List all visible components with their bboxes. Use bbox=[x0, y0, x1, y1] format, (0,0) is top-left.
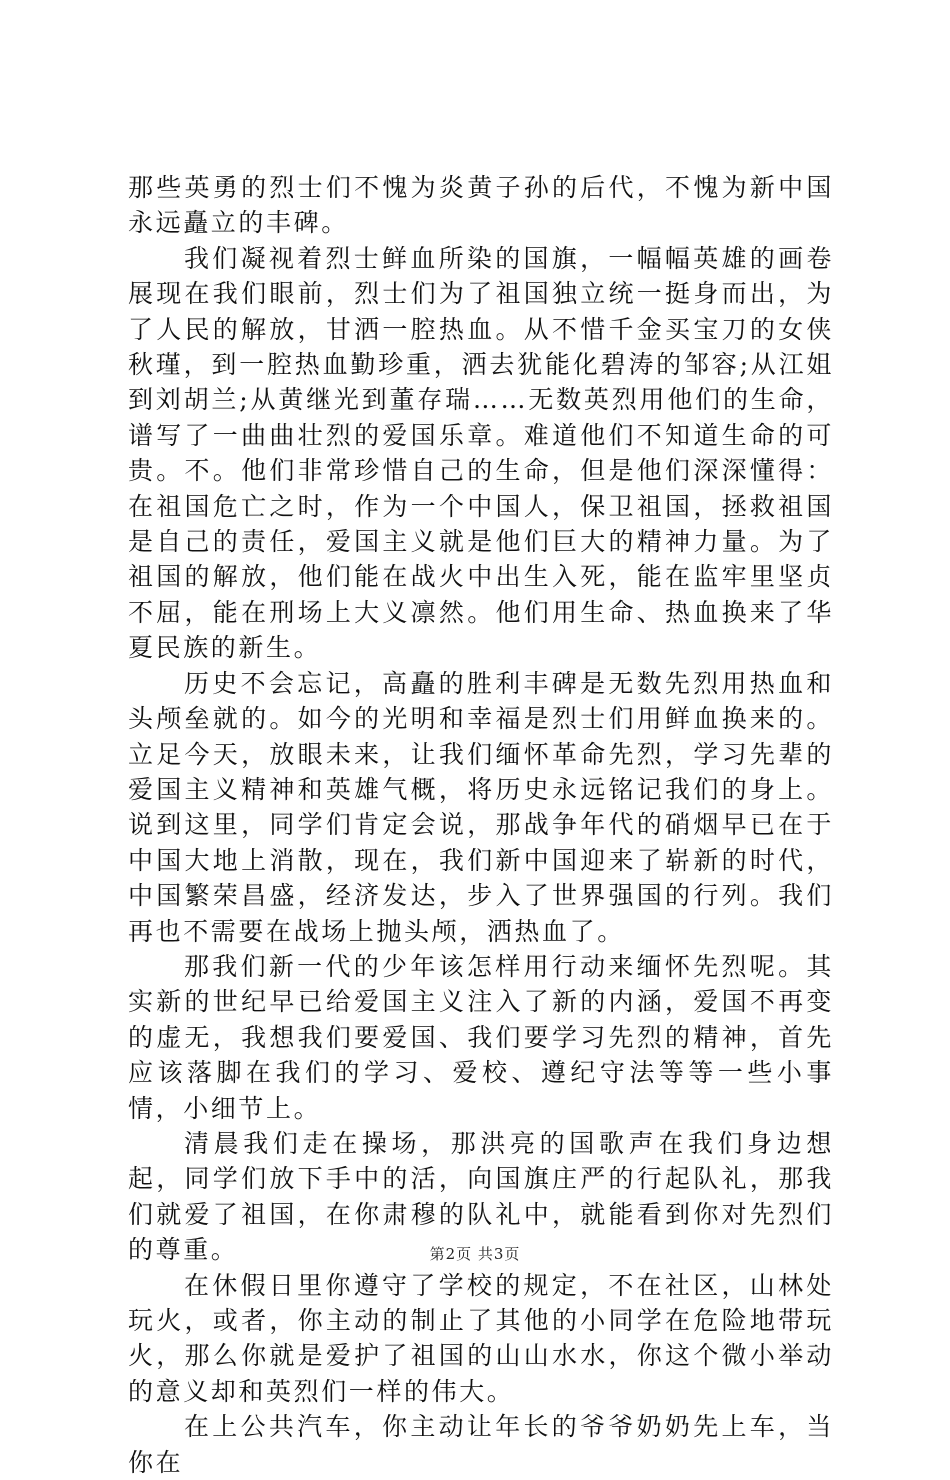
paragraph: 在休假日里你遵守了学校的规定，不在社区，山林处玩火，或者，你主动的制止了其他的小同学在危险地带玩火，那么你就是爱护了祖国的山山水水，你这个微小举动的意义却和英烈们一样的伟大。 bbox=[128, 1270, 834, 1406]
paragraph: 在上公共汽车，你主动让年长的爷爷奶奶先上车，当你在 bbox=[128, 1412, 834, 1477]
page-footer: 第2页 共3页 bbox=[429, 1245, 521, 1263]
paragraph: 历史不会忘记，高矗的胜利丰碑是无数先烈用热血和头颅垒就的。如今的光明和幸福是烈士们用鲜血换来的。立足今天，放眼未来，让我们缅怀革命先烈，学习先辈的爱国主义精神和英雄气概，将历史永远铭记我们的身上。说到这里，同学们肯定会说，那战争年代的硝烟早已在于中国大地上消散，现在，我们新中国迎来了崭新的时代，中国繁荣昌盛，经济发达，步入了世界强国的行列。我们再也不需要在战场上抛头颅，洒热血了。 bbox=[128, 668, 834, 946]
paragraph: 清晨我们走在操场，那洪亮的国歌声在我们身边想起，同学们放下手中的活，向国旗庄严的行起队礼，那我们就爱了祖国，在你肃穆的队礼中，就能看到你对先烈们的尊重。 bbox=[128, 1128, 834, 1265]
paragraph: 那些英勇的烈士们不愧为炎黄子孙的后代，不愧为新中国永远矗立的丰碑。 bbox=[128, 173, 834, 238]
paragraph: 我们凝视着烈士鲜血所染的国旗，一幅幅英雄的画卷展现在我们眼前，烈士们为了祖国独立统一挺身而出，为了人民的解放，甘洒一腔热血。从不惜千金买宝刀的女侠秋瑾，到一腔热血勤珍重，洒去犹能化碧涛的邹容;从江姐到刘胡兰;从黄继光到董存瑞……无数英烈用他们的生命，谱写了一曲曲壮烈的爱国乐章。难道他们不知道生命的可贵。不。他们非常珍惜自己的生命，但是他们深深懂得：在祖国危亡之时，作为一个中国人，保卫祖国，拯救祖国是自己的责任，爱国主义就是他们巨大的精神力量。为了祖国的解放，他们能在战火中出生入死，能在监牢里坚贞不屈，能在刑场上大义凛然。他们用生命、热血换来了华夏民族的新生。 bbox=[128, 243, 834, 663]
document-body bbox=[128, 170, 834, 1480]
paragraph: 那我们新一代的少年该怎样用行动来缅怀先烈呢。其实新的世纪早已给爱国主义注入了新的内涵，爱国不再变的虚无，我想我们要爱国、我们要学习先烈的精神，首先应该落脚在我们的学习、爱校、遵纪守法等等一些小事情，小细节上。 bbox=[128, 951, 834, 1123]
